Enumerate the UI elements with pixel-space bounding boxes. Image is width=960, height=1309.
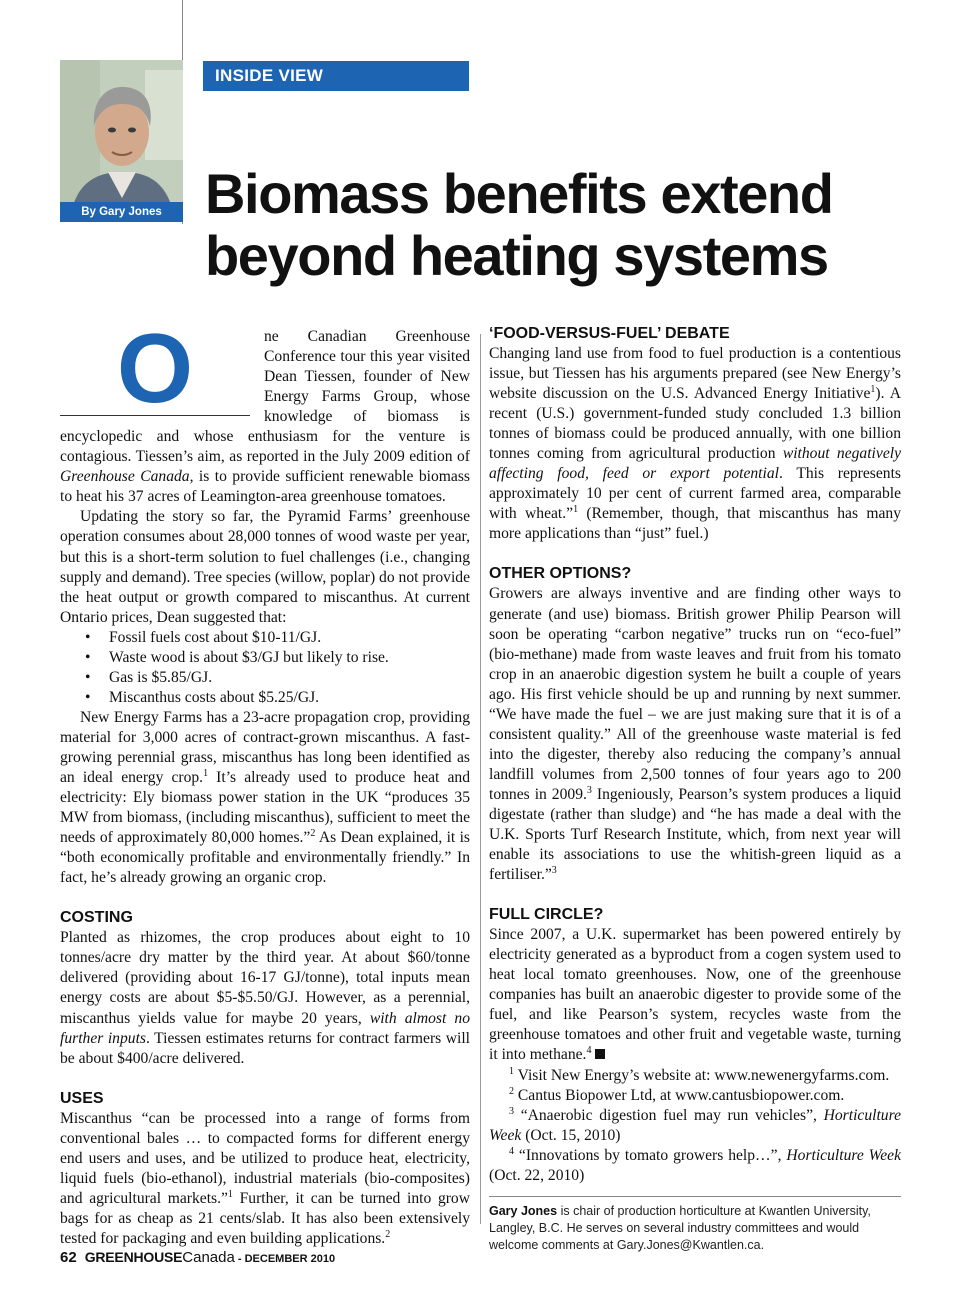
food-fuel-text: Changing land use from food to fuel production is a contentious issue, but Tiessen has his arguments prepared (see New Energy’s website discussion on the U.S. Advanced Energy Initiative	[489, 345, 901, 403]
full-circle-heading: FULL CIRCLE?	[489, 906, 604, 924]
page-number: 62	[60, 1249, 77, 1266]
spacer	[60, 888, 470, 908]
footnote	[489, 1066, 901, 1086]
footnote-italic: Horticulture Week	[489, 1106, 901, 1144]
footnote	[489, 1146, 901, 1186]
footnote-number: 3	[509, 1105, 514, 1117]
drop-cap: O	[60, 327, 250, 416]
right-column	[489, 324, 901, 1254]
food-fuel-italic: without negatively affecting food, feed or export potential	[489, 445, 901, 483]
footnote-number: 2	[509, 1085, 514, 1097]
page-footer	[60, 1247, 335, 1269]
costing-paragraph	[60, 928, 470, 1068]
other-options-text: Growers are always inventive and are finding other ways to generate (and use) biomass. British grower Philip Pearson will soon be operating “carbon negative” trucks run on “eco-fuel” (bio-methane) made from waste leaves and fruit from his tomato crop in an anaerobic digestion system he built a couple of years ago. His first vehicle should be up and running by next summer. “We have made the fuel – we are just making sure that it is of a consistent quality.” All of the greenhouse waste material is fed into the digester, thereby also reducing the company’s annual landfill volumes from 2,500 tonnes of four years ago to 200 tonnes in 2009.	[489, 585, 901, 803]
price-list-item: • Gas is $5.85/GJ.	[60, 668, 470, 688]
footnote-text: “Anaerobic digestion fuel may run vehicles”,	[520, 1106, 824, 1124]
uses-heading: USES	[60, 1089, 104, 1107]
price-list-item: • Waste wood is about $3/GJ but likely to rise.	[60, 648, 470, 668]
price-list-item: • Fossil fuels cost about $10-11/GJ.	[60, 628, 470, 648]
footnote-ref: 1	[203, 767, 209, 779]
footnote-ref: 1	[227, 1188, 233, 1200]
spacer	[60, 1069, 470, 1089]
footnote-ref: 3	[551, 864, 557, 876]
footnote-text: Cantus Biopower Ltd, at www.cantusbiopower.com.	[517, 1086, 845, 1104]
other-options-text-2: Ingeniously, Pearson’s system produces a liquid digestate (rather than sludge) and “he has made a deal with the U.K. Sports Turf Research Institute, which, from next year will enable its associations to use the whitish-green liquid as a fertiliser.”	[489, 785, 902, 884]
price-list	[60, 628, 470, 708]
headline-line-2: beyond heating systems	[205, 224, 828, 287]
costing-heading: COSTING	[60, 909, 133, 927]
uses-paragraph	[60, 1109, 470, 1249]
spacer	[489, 544, 901, 564]
left-column	[60, 313, 470, 1249]
article-headline	[205, 163, 945, 287]
footnote-ref: 1	[870, 383, 876, 395]
price-list-item: • Miscanthus costs about $5.25/GJ.	[60, 688, 470, 708]
intro-text-end: , is to provide sufficient renewable biomass to heat his 37 acres of Leamington-area greenhouse tomatoes.	[60, 468, 470, 506]
author-portrait-icon	[60, 60, 183, 220]
footnote-text-end: (Oct. 15, 2010)	[521, 1126, 621, 1144]
footnote-ref: 2	[385, 1228, 391, 1240]
author-bio	[489, 1196, 901, 1254]
food-fuel-text-2: ). A recent (U.S.) government-funded study concluded 1.3 billion tonnes of biomass could be produced annually, with one billion tonnes coming from agricultural production	[489, 385, 902, 463]
section-label: INSIDE VIEW	[203, 61, 469, 91]
footnote	[489, 1086, 901, 1106]
author-byline: By Gary Jones	[60, 202, 183, 222]
other-options-paragraph	[489, 584, 901, 885]
footnote-ref: 2	[310, 827, 316, 839]
footnote-number: 1	[509, 1065, 514, 1077]
footnote-italic: Horticulture Week	[786, 1146, 901, 1164]
costing-text: Planted as rhizomes, the crop produces about eight to 10 tonnes/acre dry matter by the third year. At about $60/tonne delivered (providing about 16-17 GJ/tonne), total inputs mean energy costs are about $5-$5.50/GJ. However, as a perennial, miscanthus yields value for maybe 20 years,	[60, 929, 470, 1027]
costing-italic: with almost no further inputs	[60, 1009, 470, 1047]
intro-paragraph	[60, 313, 470, 507]
full-circle-text: Since 2007, a U.K. supermarket has been powered entirely by electricity generated as a byproduct from a cogen system used to heat local tomato greenhouses. Now, one of the greenhouse companies has built an anaerobic digester to provide some of the fuel, and like Pearson’s system, recycles waste from the greenhouse tomatoes and other fruit and vegetable waste, turning it into methane.	[489, 926, 901, 1064]
update-paragraph: Updating the story so far, the Pyramid Farms’ greenhouse operation consumes about 28,000 tonnes of wood waste per year, but this is a short-term solution to fuel challenges (i.e., changing supply and demand). Tree species (willow, poplar) do not provide the heat output or growth compared to miscanthus. At current Ontario prices, Dean suggested that:	[60, 508, 470, 626]
footnote-ref: 4	[586, 1045, 592, 1057]
intro-text: ne Canadian Greenhouse Conference tour this year visited Dean Tiessen, founder of New Energy Farms Group, whose knowledge of biomass is encyclopedic and whose enthusiasm for the venture is contagious. Tiessen’s aim, as reported in the July 2009 edition of	[60, 328, 470, 466]
spacer	[489, 885, 901, 905]
magazine-title-italic: Greenhouse Canada	[60, 468, 190, 486]
propagation-text-3: As Dean explained, it is “both economically profitable and environmentally friendly.” In fact, he’s already growing an organic crop.	[60, 829, 470, 887]
footnotes	[489, 1066, 901, 1186]
end-mark-icon	[595, 1049, 605, 1059]
food-fuel-heading: ‘FOOD-VERSUS-FUEL’ DEBATE	[489, 325, 730, 342]
costing-text-2: . Tiessen estimates returns for contract farmers will be about $400/acre delivered.	[60, 1029, 470, 1067]
propagation-text-2: It’s already used to produce heat and electricity: Ely biomass power station in the UK “produces 35 MW from biomass, (including miscanthus), sufficient to meet the needs of approximately 80,000 homes.”	[60, 769, 470, 847]
propagation-text: New Energy Farms has a 23-acre propagation crop, providing material for 3,000 acres of contract-grown miscanthus. A fast-growing perennial grass, miscanthus has long been identified as an ideal energy crop.	[60, 708, 470, 787]
footnote-ref: 3	[586, 784, 592, 796]
footnote	[489, 1106, 901, 1146]
food-fuel-text-3: . This represents approximately 10 per cent of current farmed area, comparable with wheat.”	[489, 465, 901, 523]
bio-text: is chair of production horticulture at Kwantlen University, Langley, B.C. He serves on several industry committees and would welcome comments at Gary.Jones@Kwantlen.ca.	[489, 1203, 871, 1252]
food-fuel-paragraph	[489, 344, 901, 544]
footnote-text: Visit New Energy’s website at: www.newenergyfarms.com.	[517, 1066, 890, 1084]
author-photo	[60, 60, 183, 220]
uses-text-2: Further, it can be turned into grow bags for as cheap as 21 cents/slab. It has also been extensively tested for packaging and even building applications.	[60, 1189, 470, 1247]
other-options-heading: OTHER OPTIONS?	[489, 565, 632, 583]
headline-line-1: Biomass benefits extend	[205, 162, 833, 225]
propagation-paragraph	[60, 708, 470, 888]
footnote-text-end: (Oct. 22, 2010)	[489, 1166, 585, 1184]
issue-date: - DECEMBER 2010	[234, 1253, 336, 1265]
uses-text: Miscanthus “can be processed into a range of forms from conventional bales … to compacted forms for different energy end users and uses, and be utilized to produce heat, electricity, liquid fuels (bio-ethanol), industrial materials (bio-composites) and agricultural markets.”	[60, 1109, 470, 1207]
full-circle-paragraph	[489, 925, 901, 1065]
magazine-name-light: Canada	[182, 1249, 235, 1266]
food-fuel-text-4: (Remember, though, that miscanthus has many more applications than “just” fuel.)	[489, 505, 901, 543]
magazine-name-bold: GREENHOUSE	[84, 1249, 183, 1265]
footnote-ref: 1	[573, 504, 579, 516]
footnote-text: “Innovations by tomato growers help…”,	[518, 1146, 787, 1164]
bio-name: Gary Jones	[489, 1203, 558, 1218]
footnote-number: 4	[509, 1145, 514, 1157]
column-divider	[480, 334, 481, 1224]
